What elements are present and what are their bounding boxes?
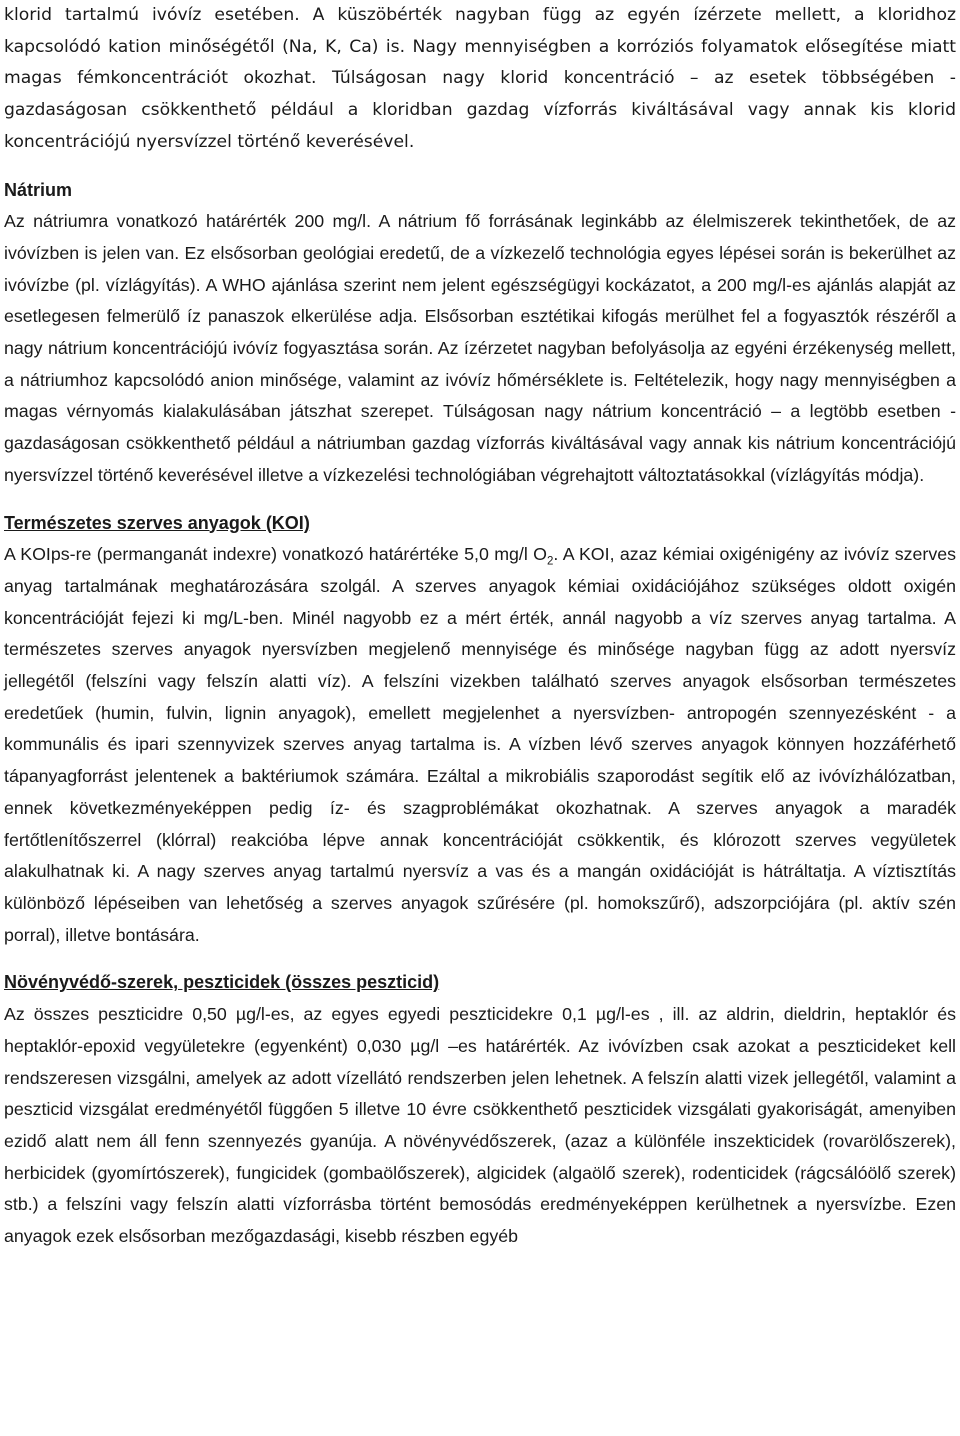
koi-text-rest: . A KOI, azaz kémiai oxigénigény az ivóvíz szerves anyag tartalmának meghatározására szolgál. A szerves anyagok kémiai oxidációjához szükséges oldott oxigén koncentrációját fejezi ki mg/L-ben. Minél nagyobb ez a mért érték, annál nagyobb a víz szerves anyag tartalma. A természetes szerves anyagok nyersvízben megjelenő mennyisége és minősége nagyban függ az adott nyersvíz jellegétől (felszíni vagy felszín alatti víz). A felszíni vizekben található szerves anyagok elsősorban természetes eredetűek (humin, fulvin, lignin anyagok), emellett megjelenhet a nyersvízben- antropogén szennyezésként - a kommunális és ipari szennyvizek szerves anyag tartalma is. A vízben lévő szerves anyagok könnyen hozzáférhető tápanyagforrást jelentenek a baktériumok számára. Ezáltal a mikrobiális szaporodást segítik elő az ivóvízhálózatban, ennek következményeképpen pedig íz- és szagproblémákat okozhatnak. A szerves anyagok a maradék fertőtlenítőszerrel (klórral) reakcióba lépve annak koncentrációját csökkentik, és klórozott szerves vegyületek alakulhatnak ki. A nagy szerves anyag tartalmú nyersvíz a vas és a mangán oxidációját is hátráltatja. A víztisztítás különböző lépéseiben van lehetőség a szerves anyagok szűrésére (pl. homokszűrő), adszorpciójára (pl. aktív szén porral), illetve bontására.: [4, 544, 956, 945]
natrium-paragraph: Az nátriumra vonatkozó határérték 200 mg/l. A nátrium fő forrásának leginkább az élelmiszerek tekinthetőek, de az ivóvízben is jelen van. Ez elsősorban geológiai eredetű, de a vízkezelő technológia egyes lépései során is bekerülhet az ivóvízbe (pl. vízlágyítás). A WHO ajánlása szerint nem jelent egészségügyi kockázatot, a 200 mg/l-es ajánlás alapját az esetlegesen felmerülő íz panaszok elkerülése adja. Elsősorban esztétikai kifogás merülhet fel a fogyasztók részéről a nagy nátrium koncentrációjú ivóvíz fogyasztása során. Az ízérzetet nagyban befolyásolja az egyéni érzékenység mellett, a nátriumhoz kapcsolódó anion minősége, valamint az ivóvíz hőmérséklete is. Feltételezik, hogy nagy mennyiségben a magas vérnyomás kialakulásában játszhat szerepet. Túlságosan nagy nátrium koncentráció – a legtöbb esetben - gazdaságosan csökkenthető például a nátriumban gazdag vízforrás kiváltásával vagy annak kis nátrium koncentrációjú nyersvízzel történő keverésével illetve a vízkezelési technológiában végrehajtott változtatásokkal (vízlágyítás módja).: [4, 211, 956, 485]
intro-paragraph: klorid tartalmú ivóvíz esetében. A küszöbérték nagyban függ az egyén ízérzete mellett, a kloridhoz kapcsolódó kation minőségétől (Na, K, Ca) is. Nagy mennyiségben a korróziós folyamatok elősegítése miatt magas fémkoncentrációt okozhat. Túlságosan nagy klorid koncentráció – az esetek többségében - gazdaságosan csökkenthető például a kloridban gazdag vízforrás kiváltásával vagy annak kis klorid koncentrációjú nyersvízzel történő keverésével.: [4, 5, 956, 152]
peszticid-paragraph: Az összes peszticidre 0,50 µg/l-es, az egyes egyedi peszticidekre 0,1 µg/l-es , ill. az aldrin, dieldrin, heptaklór és heptaklór-epoxid vegyületekre (egyenként) 0,030 µg/l –es határérték. Az ivóvízben csak azokat a peszticideket kell rendszeresen vizsgálni, amelyek az adott vízellátó rendszerben jelen lehetnek. A felszín alatti vizek jellegétől, valamint a peszticid vizsgálat eredményétől függően 5 illetve 10 évre csökkenthető peszticidek vizsgálati gyakoriságát, amenyiben ezidő alatt nem áll fenn szennyezés gyanúja. A növényvédőszerek, (azaz a különféle inszekticidek (rovarölőszerek), herbicidek (gyomírtószerek), fungicidek (gombaölőszerek), algicidek (algaölő szerek), rodenticidek (rágcsálóölő szerek) stb.) a felszíni vagy felszín alatti vízforrásba történt bemosódás eredményeképpen kerülhetnek a nyersvízbe. Ezen anyagok ezek elsősorban mezőgazdasági, kisebb részben egyéb: [4, 1004, 956, 1247]
section-heading-natrium: Nátrium: [4, 179, 73, 200]
koi-paragraph: [4, 539, 956, 951]
koi-text-start: A KOIps-re (permanganát indexre) vonatkozó határértéke 5,0 mg/l O: [4, 544, 547, 565]
section-heading-koi: Természetes szerves anyagok (KOI): [4, 512, 310, 533]
spacer: [4, 951, 956, 967]
spacer: [4, 492, 956, 508]
oxygen-subscript: 2: [546, 555, 554, 568]
section-heading-peszticid: Növényvédő-szerek, peszticidek (összes peszticid): [4, 972, 440, 993]
spacer: [4, 159, 956, 175]
